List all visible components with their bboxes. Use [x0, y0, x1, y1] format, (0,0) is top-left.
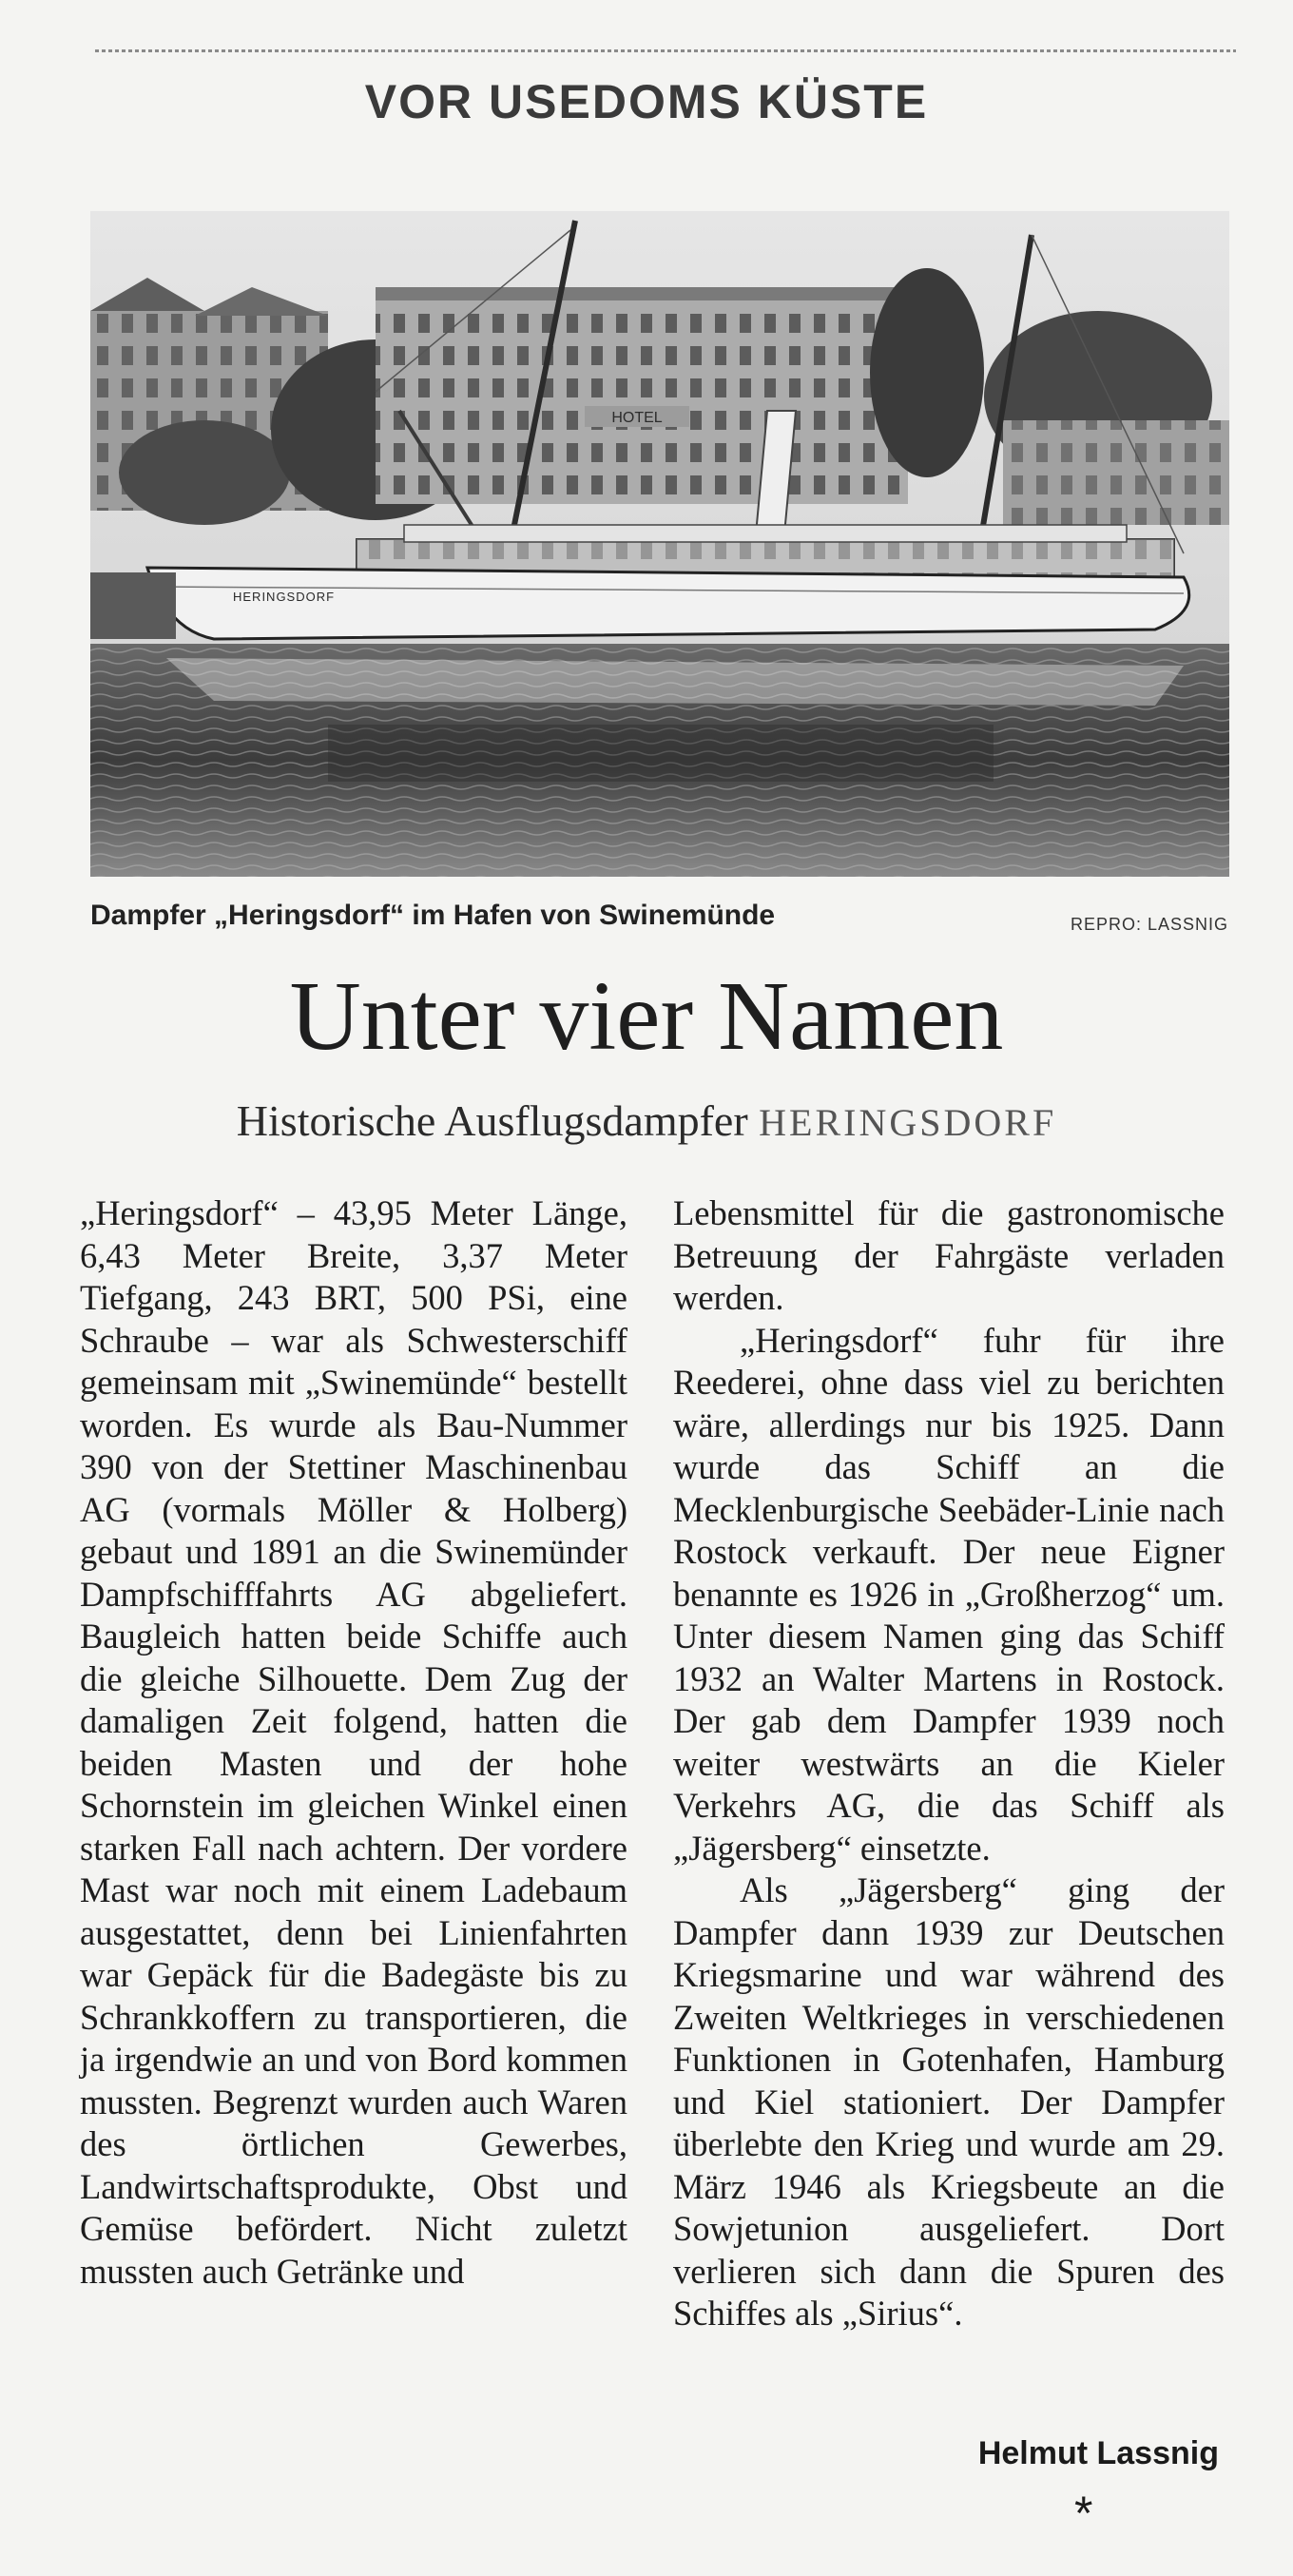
photo-credit: REPRO: LASSNIG: [1070, 915, 1228, 934]
author-byline: Helmut Lassnig: [977, 2435, 1219, 2471]
hull-name: HERINGSDORF: [233, 590, 336, 604]
article-column-right: [673, 1192, 1225, 2335]
paragraph-1: „Heringsdorf“ – 43,95 Meter Länge, 6,43 Meter Breite, 3,37 Meter Tiefgang, 243 BRT, 500 PSi, eine Schraube – war als Schwesterschiff gemeinsam mit „Swinemünde“ bestellt worden. Es wurde als Bau-Nummer 390 von der Stettiner Maschinenbau AG (vormals Möller & Holberg) gebaut und 1891 an die Swinemünder Dampfschifffahrts AG abgeliefert. Baugleich hatten beide Schiffe auch die gleiche Silhouette. Dem Zug der damaligen Zeit folgend, hatten die beiden Masten und der hohe Schornstein im gleichen Winkel einen starken Fall nach achtern. Der vordere Mast war noch mit einem Ladebaum ausgestattet, denn bei Linienfahrten war Gepäck für die Badegäste bis zu Schrankkoffern zu transportieren, die ja irgendwie an und von Bord kommen mussten. Begrenzt wurden auch Waren des örtlichen Gewerbes, Landwirtschaftsprodukte, Obst und Gemüse befördert. Nicht zuletzt mussten auch Getränke und: [80, 1193, 627, 2291]
hotel-sign: HOTEL: [611, 410, 663, 426]
subhead-ship-name: HERINGSDORF: [759, 1101, 1057, 1144]
section-kicker: VOR USEDOMS KÜSTE: [364, 75, 929, 128]
end-mark: *: [1074, 2487, 1093, 2540]
article-headline: Unter vier Namen: [289, 961, 1004, 1071]
steamer-photo: [90, 211, 1229, 877]
top-rule: [95, 49, 1236, 52]
subhead-text: Historische Ausflugsdampfer: [236, 1096, 748, 1145]
article-subhead: [0, 1095, 1293, 1146]
photo-caption: Dampfer „Heringsdorf“ im Hafen von Swinemünde: [90, 900, 776, 931]
paragraph-2: Lebensmittel für die gastronomische Betreuung der Fahrgäste verladen werden.: [673, 1193, 1225, 1317]
article-column-left: [80, 1192, 627, 2293]
paragraph-3: „Heringsdorf“ fuhr für ihre Reederei, ohne dass viel zu berichten wäre, allerdings nur bis 1925. Dann wurde das Schiff an die Mecklenburgische Seebäder-Linie nach Rostock verkauft. Der neue Eigner benannte es 1926 in „Großherzog“ um. Unter diesem Namen ging das Schiff 1932 an Walter Martens in Rostock. Der gab dem Dampfer 1939 noch weiter westwärts an die Kieler Verkehrs AG, die das Schiff als „Jägersberg“ einsetzte.: [673, 1320, 1225, 1868]
paragraph-4: Als „Jägersberg“ ging der Dampfer dann 1939 zur Deutschen Kriegsmarine und war während des Zweiten Weltkrieges in verschiedenen Funktionen in Gotenhafen, Hamburg und Kiel stationiert. Der Dampfer überlebte den Krieg und wurde am 29. März 1946 als Kriegsbeute an die Sowjetunion ausgeliefert. Dort verlieren sich dann die Spuren des Schiffes als „Sirius“.: [673, 1870, 1225, 2333]
steamer-illustration: [90, 211, 1229, 877]
